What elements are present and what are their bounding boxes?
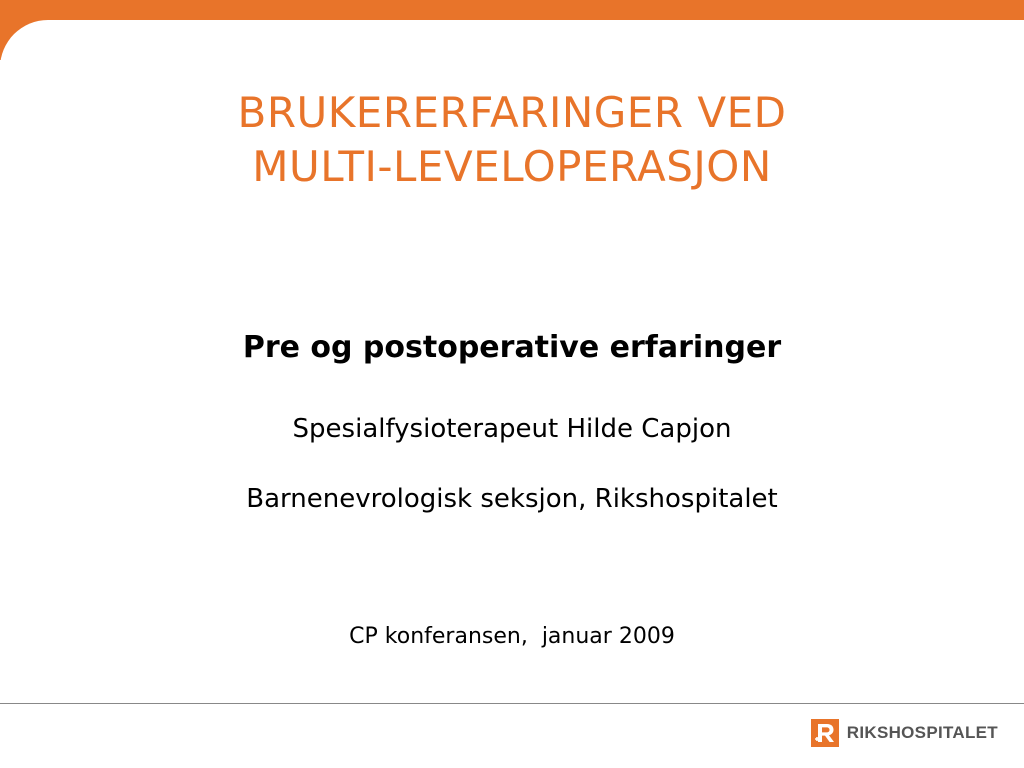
- rikshospitalet-r-logo-icon: [811, 719, 839, 747]
- top-accent-bar: [0, 0, 1024, 20]
- footer-divider: [0, 703, 1024, 704]
- slide-title: [0, 86, 1024, 194]
- title-line-2: MULTI-LEVELOPERASJON: [252, 142, 772, 191]
- event-line: CP konferansen, januar 2009: [349, 624, 675, 649]
- logo-text: RIKSHOSPITALET: [846, 723, 998, 742]
- rikshospitalet-logo: [811, 718, 998, 748]
- author-line: Spesialfysioterapeut Hilde Capjon: [292, 414, 732, 444]
- affiliation-line: Barnenevrologisk seksjon, Rikshospitalet: [246, 484, 778, 514]
- slide-subtitle: Pre og postoperative erfaringer: [242, 330, 782, 365]
- title-line-1: BRUKERERFARINGER VED: [237, 88, 787, 137]
